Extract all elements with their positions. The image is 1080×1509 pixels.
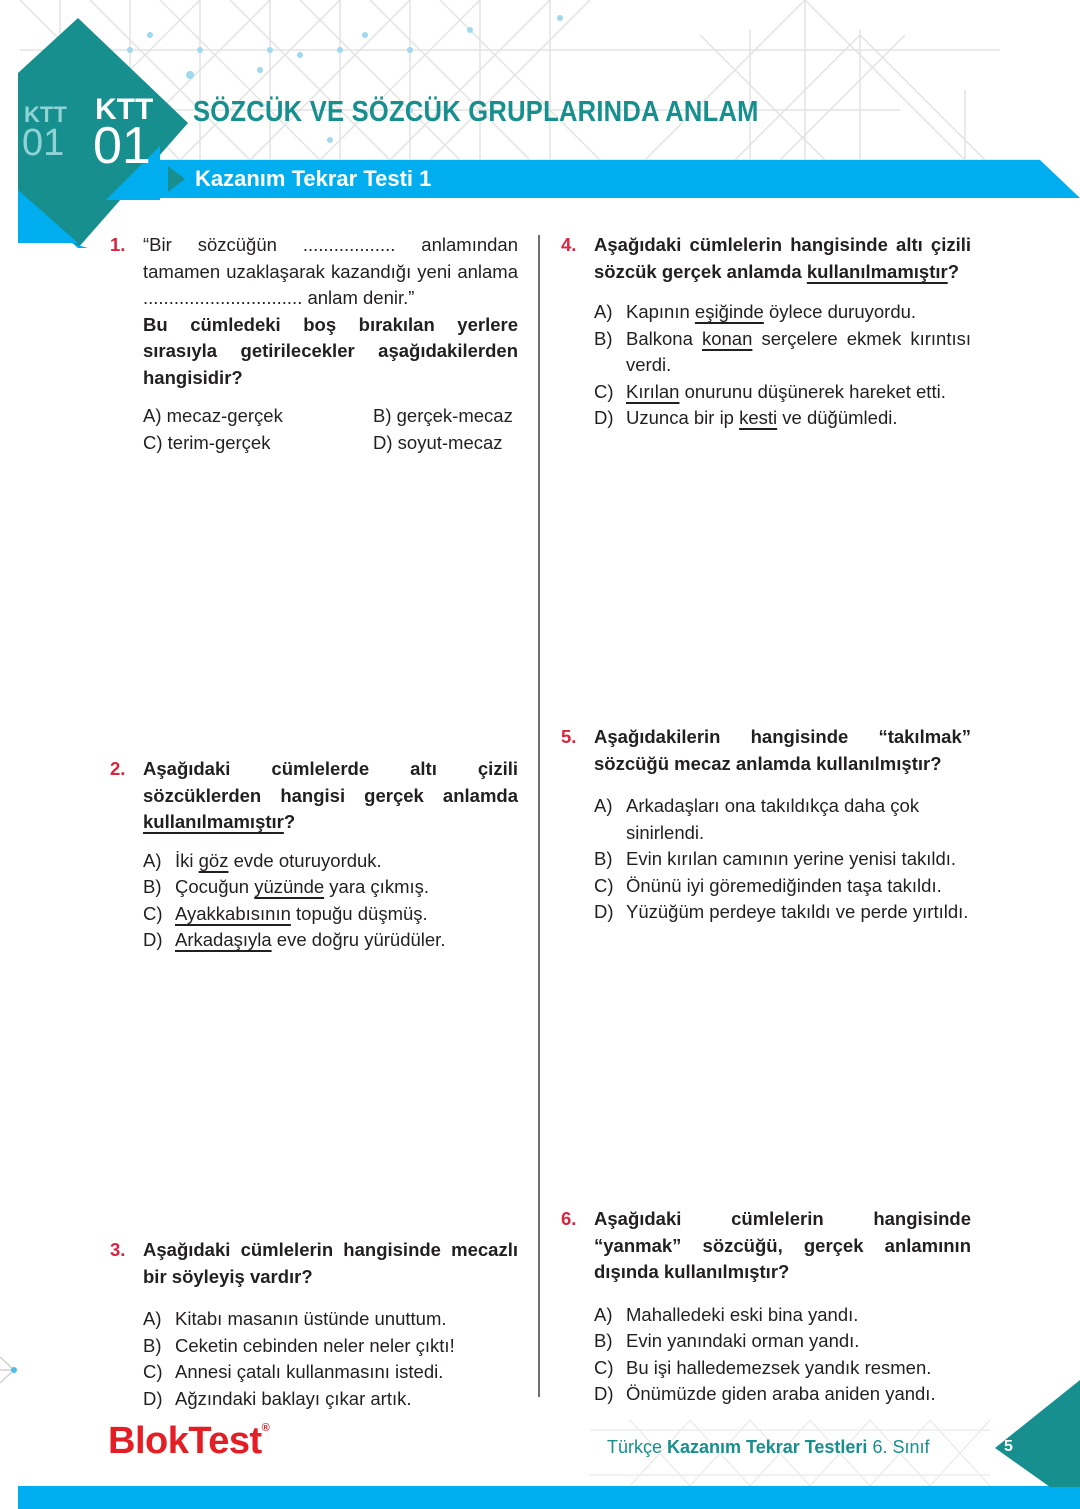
question-prompt: Aşağıdaki cümlelerde altı çizili sözcüklerden hangisi gerçek anlamda kullanılmamıştır? — [143, 758, 518, 832]
column-divider — [538, 235, 540, 1397]
option-d[interactable]: D) soyut-mecaz — [373, 431, 503, 453]
badge-label: KTT — [95, 93, 154, 126]
question-2 — [110, 756, 518, 954]
option-b[interactable]: B) Balkona konan serçelere ekmek kırıntısı verdi. — [594, 327, 971, 375]
option-c[interactable]: C) terim-gerçek — [143, 431, 271, 453]
page-subtitle: Kazanım Tekrar Testi 1 — [195, 166, 432, 191]
option-c[interactable]: C) Annesi çatalı kullanmasını istedi. — [143, 1361, 444, 1382]
option-b[interactable]: B) Evin kırılan camının yerine yenisi takıldı. — [594, 848, 957, 869]
footer-bar — [18, 1486, 1080, 1509]
answer-options — [143, 848, 518, 954]
answer-options — [594, 793, 971, 926]
option-c[interactable]: C) Ayakkabısının topuğu düşmüş. — [143, 902, 428, 924]
question-number: 6. — [561, 1208, 577, 1229]
answer-options — [594, 299, 971, 432]
option-b[interactable]: B) Ceketin cebinden neler neler çıktı! — [143, 1334, 455, 1356]
question-5 — [561, 724, 971, 926]
question-number: 4. — [561, 234, 577, 255]
option-a[interactable]: A) İki göz evde oturuyorduk. — [143, 849, 382, 871]
answer-options — [143, 403, 518, 456]
option-a[interactable]: A) mecaz-gerçek — [143, 405, 283, 426]
option-a[interactable]: A) Kitabı masanın üstünde unuttum. — [143, 1308, 447, 1329]
question-prompt: Aşağıdaki cümlelerin hangisinde “yanmak” sözcüğü, gerçek anlamının dışında kullanılmıştır? — [594, 1208, 971, 1282]
publisher-logo: BlokTest® — [108, 1420, 270, 1462]
option-c[interactable]: C) Bu işi halledemezsek yandık resmen. — [594, 1356, 932, 1378]
question-prompt: Aşağıdaki cümlelerin hangisinde mecazlı bir söyleyiş vardır? — [143, 1239, 518, 1287]
question-number: 2. — [110, 758, 126, 779]
question-prompt: Aşağıdakilerin hangisinde “takılmak” sözcüğü mecaz anlamda kullanılmıştır? — [594, 726, 971, 774]
answer-options — [594, 1302, 971, 1408]
option-c[interactable]: C) Kırılan onurunu düşünerek hareket etti. — [594, 380, 946, 402]
option-d[interactable]: D) Ağzındaki baklayı çıkar artık. — [143, 1387, 412, 1409]
question-stem: “Bir sözcüğün .................. anlamından tamamen uzaklaşarak kazandığı yeni anlama ............................... anlam denir.” — [143, 234, 518, 308]
question-6 — [561, 1206, 971, 1408]
edge-marker-icon — [0, 1355, 20, 1385]
page-corner-badge — [990, 1380, 1080, 1487]
question-3 — [110, 1237, 518, 1412]
option-c[interactable]: C) Önünü iyi göremediğinden taşa takıldı. — [594, 874, 942, 896]
option-b[interactable]: B) Evin yanındaki orman yandı. — [594, 1330, 860, 1351]
option-a[interactable]: A) Mahalledeki eski bina yandı. — [594, 1303, 859, 1325]
question-prompt: Aşağıdaki cümlelerin hangisinde altı çizili sözcük gerçek anlamda kullanılmamıştır? — [594, 234, 971, 282]
option-a[interactable]: A) Kapının eşiğinde öylece duruyordu. — [594, 301, 917, 322]
book-title: Türkçe Kazanım Tekrar Testleri 6. Sınıf — [607, 1437, 930, 1457]
badge-small-label: KTT — [24, 102, 67, 127]
option-a[interactable]: A) Arkadaşları ona takıldıkça daha çok sinirlendi. — [594, 795, 920, 843]
page-title: SÖZCÜK VE SÖZCÜK GRUPLARINDA ANLAM — [193, 96, 759, 128]
option-d[interactable]: D) Önümüzde giden araba aniden yandı. — [594, 1383, 936, 1404]
page-number: 5 — [1004, 1438, 1013, 1455]
badge-number: 01 — [93, 117, 151, 175]
badge-small-number: 01 — [22, 122, 65, 164]
option-d[interactable]: D) Yüzüğüm perdeye takıldı ve perde yırtıldı. — [594, 901, 969, 922]
question-number: 3. — [110, 1239, 126, 1260]
option-d[interactable]: D) Arkadaşıyla eve doğru yürüdüler. — [143, 929, 446, 950]
option-d[interactable]: D) Uzunca bir ip kesti ve düğümledi. — [594, 407, 898, 428]
question-1 — [110, 232, 518, 456]
question-number: 5. — [561, 726, 577, 747]
option-b[interactable]: B) Çocuğun yüzünde yara çıkmış. — [143, 876, 430, 897]
answer-options — [143, 1306, 518, 1412]
question-4 — [561, 232, 971, 432]
question-prompt: Bu cümledeki boş bırakılan yerlere sırasıyla getirilecekler aşağıdakilerden hangisidir? — [143, 313, 518, 388]
question-number: 1. — [110, 234, 126, 255]
option-b[interactable]: B) gerçek-mecaz — [373, 405, 513, 426]
